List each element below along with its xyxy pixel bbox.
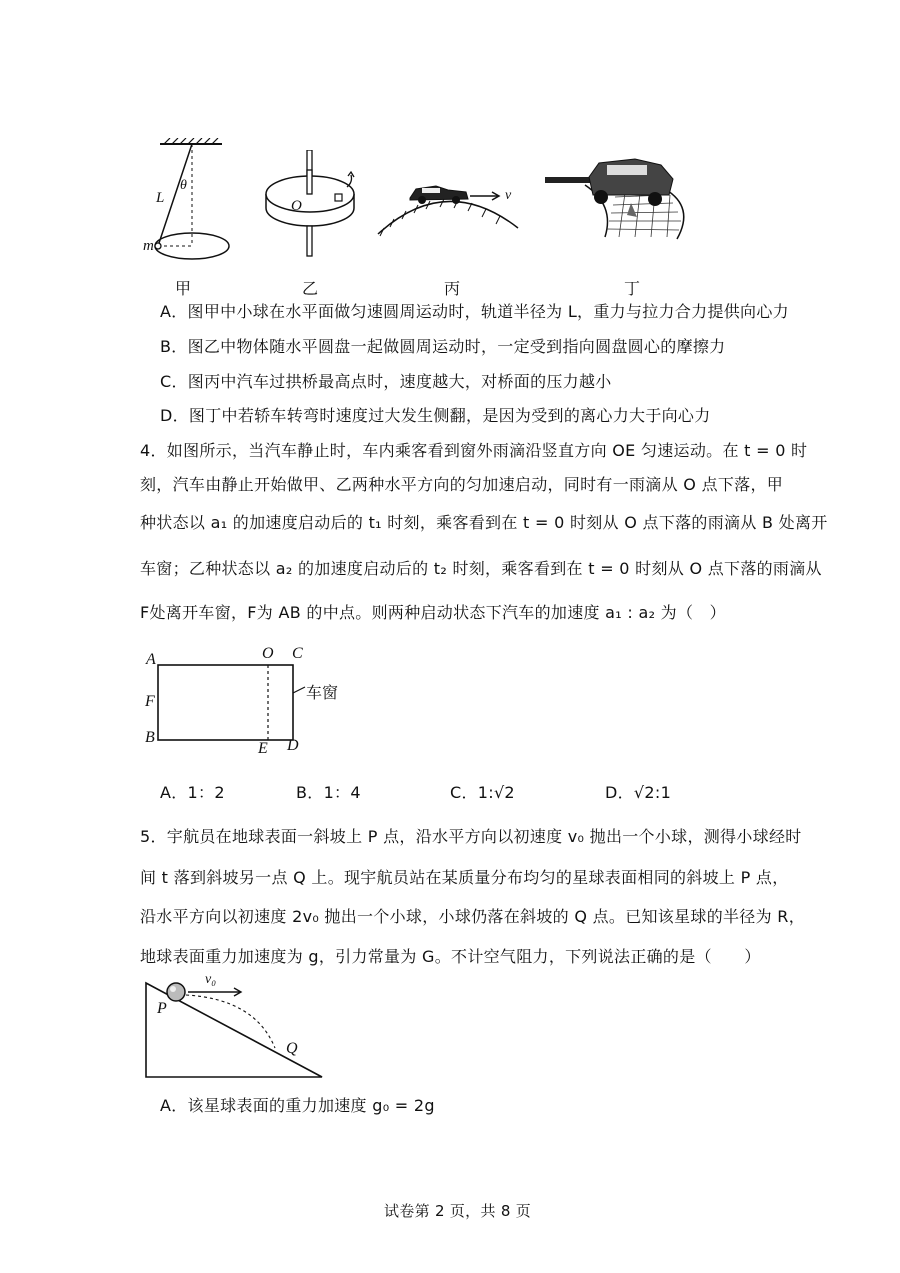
label-A: A [146,651,156,668]
label-v: v [505,188,512,203]
figure-q5-slope [140,975,340,1085]
label-E: E [258,740,268,757]
q3-option-d: D．图丁中若轿车转弯时速度过大发生侧翻，是因为受到的离心力大于向心力 [160,406,711,425]
label-C: C [292,645,303,662]
label-Q: Q [286,1040,298,1057]
q4-stem-line-2: 刻，汽车由静止开始做甲、乙两种水平方向的匀加速启动，同时有一雨滴从 O 点下落，甲 [140,475,784,494]
label-theta: θ [180,178,187,193]
q3-option-a: A．图甲中小球在水平面做匀速圆周运动时，轨道半径为 L，重力与拉力合力提供向心力 [160,302,789,321]
label-D: D [287,737,299,754]
q5-stem-line-1: 5．宇航员在地球表面一斜坡上 P 点，沿水平方向以初速度 v₀ 抛出一个小球，测得小球经时 [140,827,802,846]
q5-stem-line-2: 间 t 落到斜坡另一点 Q 上。现宇航员站在某质量分布均匀的星球表面相同的斜坡上 P 点， [140,868,789,887]
q4-stem-line-5: F处离开车窗，F为 AB 的中点。则两种启动状态下汽车的加速度 a₁ : a₂ 为（ ） [140,603,726,622]
q3-option-c: C．图丙中汽车过拱桥最高点时，速度越大，对桥面的压力越小 [160,372,612,391]
q5-option-a: A．该星球表面的重力加速度 g₀ = 2g [160,1096,435,1115]
figure-label-jia: 甲 [175,279,192,298]
label-P: P [157,1000,167,1017]
q3-option-b: B．图乙中物体随水平圆盘一起做圆周运动时，一定受到指向圆盘圆心的摩擦力 [160,337,726,356]
q4-stem-line-1: 4．如图所示，当汽车静止时，车内乘客看到窗外雨滴沿竖直方向 OE 匀速运动。在 t = 0 时 [140,441,808,460]
q4-option-c: C．1:√2 [450,783,515,802]
q4-stem-line-4: 车窗；乙种状态以 a₂ 的加速度启动后的 t₂ 时刻，乘客看到在 t = 0 时刻从 O 点下落的雨滴从 [140,559,822,578]
figure-q3-car-rollover [545,155,715,240]
q4-option-d: D．√2:1 [605,783,672,802]
q5-stem-line-3: 沿水平方向以初速度 2v₀ 抛出一个小球，小球仍落在斜坡的 Q 点。已知该星球的半径为 R， [140,907,806,926]
page-footer: 试卷第 2 页，共 8 页 [384,1202,532,1220]
figure-q3-turntable [258,150,368,260]
label-B: B [145,729,155,746]
label-O: O [291,198,302,214]
q4-stem-line-3: 种状态以 a₁ 的加速度启动后的 t₁ 时刻，乘客看到在 t = 0 时刻从 O 点下落的雨滴从 B 处离开 [140,513,828,532]
label-m: m [143,238,154,254]
q4-option-a: A．1：2 [160,783,225,802]
figure-q3-arch-bridge [372,172,522,242]
q5-stem-line-4: 地球表面重力加速度为 g，引力常量为 G。不计空气阻力，下列说法正确的是（ ） [140,947,761,966]
label-O-q4: O [262,645,274,662]
q4-option-b: B．1：4 [296,783,361,802]
label-L: L [156,190,165,206]
label-F: F [145,693,155,710]
label-v0: v₀ [205,972,217,987]
label-window: 车窗 [306,683,339,702]
figure-label-yi: 乙 [302,279,319,298]
figure-label-ding: 丁 [624,279,641,298]
figure-label-bing: 丙 [444,279,461,298]
